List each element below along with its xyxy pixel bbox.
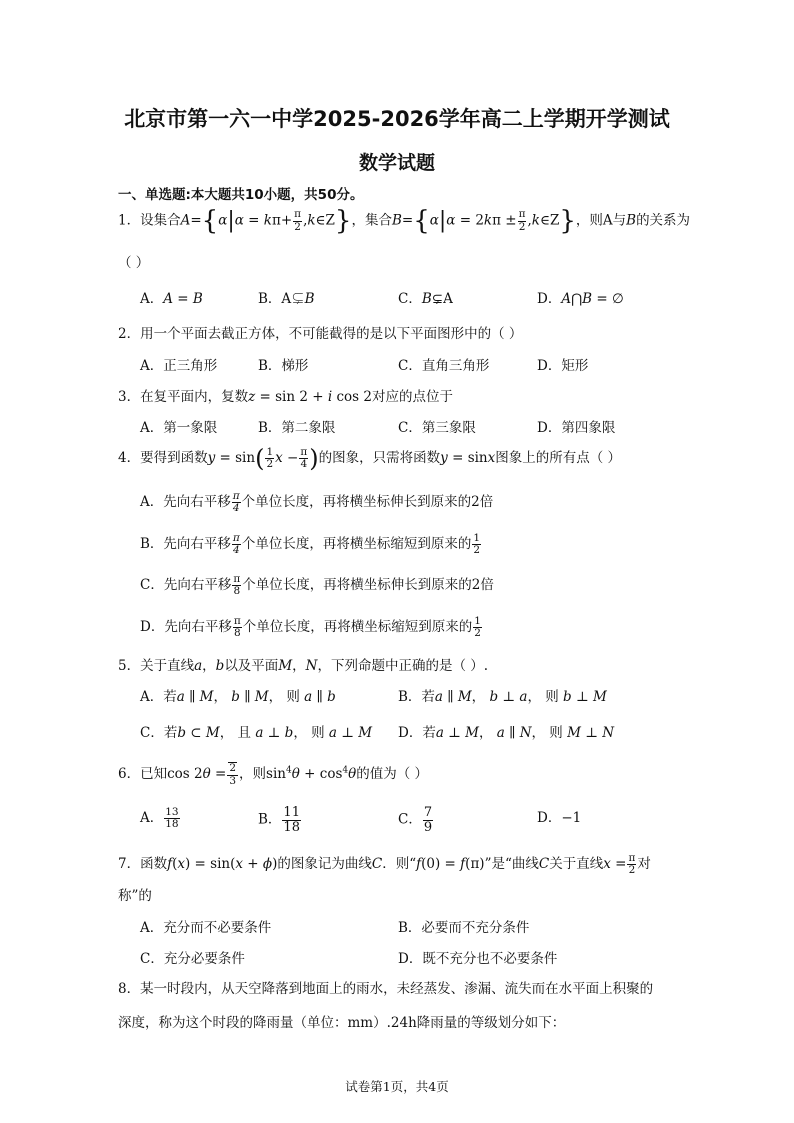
q6-option-d: D．−1 [537,810,582,826]
q3-option-a: A．第一象限 [140,420,218,436]
question-5: 5．关于直线a，b以及平面M，N，下列命题中正确的是（ ）. [118,658,489,674]
q1-option-a: A．A = B [140,291,203,307]
q3-option-d: D．第四象限 [537,420,616,436]
q3-option-c: C．第三象限 [398,420,476,436]
q2-option-c: C．直角三角形 [398,358,490,374]
q5-option-a: A．若a ∥ M， b ∥ M， 则 a ∥ b [140,689,336,705]
q1-text: 1．设集合 [118,212,181,229]
q6-option-a: A． $\frac{13}{18}$ [140,805,179,830]
q2-option-a: A．正三角形 [140,358,218,374]
q1-option-d: D．A⋂B = ∅ [537,291,624,307]
question-3: 3．在复平面内，复数z = sin 2 + i cos 2对应的点位于 [118,389,453,405]
q7-option-a: A．充分而不必要条件 [140,920,272,936]
q1-option-c: C．B⊊A [398,291,453,307]
exam-title: 北京市第一六一中学2025-2026学年高二上学期开学测试 [124,107,670,131]
q2-option-b: B．梯形 [258,358,309,374]
q2-option-d: D．矩形 [537,358,589,374]
question-2: 2．用一个平面去截正方体，不可能截得的是以下平面图形中的（ ） [118,326,523,342]
q4-option-b: B．先向右平移 $\frac{\pi}{4}$ 个单位长度，再将横坐标缩短到原来的 $\frac{1}{2}$ [140,531,481,556]
q1-option-b: B．A⊊B [258,291,315,307]
q6-option-b: B． $\frac{11}{18}$ [258,805,300,835]
question-8: 8．某一时段内，从天空降落到地面上的雨水，未经蒸发、渗漏、流失而在水平面上积聚的 [118,981,654,997]
q7-option-d: D．既不充分也不必要条件 [398,951,558,967]
exam-subtitle: 数学试题 [358,152,435,174]
page-footer: 试卷第1页，共4页 [345,1079,449,1094]
q4-option-a: A．先向右平移 $\frac{\pi}{4}$ 个单位长度，再将横坐标伸长到原来的2倍 [140,489,494,514]
q7-continuation: 称”的 [118,888,152,904]
q7-option-c: C．充分必要条件 [140,951,245,967]
q7-option-b: B．必要而不充分条件 [398,920,530,936]
section-heading: 一、单选题:本大题共10小题，共50分。 [118,187,364,203]
q8-continuation: 深度，称为这个时段的降雨量（单位：mm）.24h降雨量的等级划分如下： [118,1015,566,1031]
question-7: 7．函数f(x) = sin(x + ϕ)的图象记为曲线C．则“f(0) = f(π)”是“曲线C关于直线x = $\frac{\pi}{2}$ 对 [118,851,651,876]
q1-paren: （ ） [118,255,150,271]
q5-option-c: C．若b ⊂ M， 且 a ⊥ b， 则 a ⊥ M [140,725,373,741]
q3-option-b: B．第二象限 [258,420,336,436]
question-1: 1．设集合A={α|α = kπ+ $\frac{\pi}{2}$ ,k∈Z}，集合B={α|α = 2kπ ± $\frac{\pi}{2}$ ,k∈Z}，则A与B的关系为 [118,206,691,236]
q1-text-tail2: 的关系为 [636,212,691,229]
q5-option-b: B．若a ∥ M， b ⊥ a， 则 b ⊥ M [398,689,607,705]
q6-option-c: C． $\frac{7}{9}$ [398,805,433,835]
question-6: 6．已知cos 2θ = $\frac{2}{3}$ ，则$\sin^4\theta + \cos^4\theta$的值为（ ） [118,762,429,787]
q4-option-c: C．先向右平移 $\frac{\pi}{8}$ 个单位长度，再将横坐标伸长到原来的2倍 [140,572,494,597]
q4-option-d: D．先向右平移 $\frac{\pi}{8}$ 个单位长度，再将横坐标缩短到原来的 $\frac{1}{2}$ [140,614,481,639]
q1-text-tail: ，则A与 [575,212,627,229]
question-4: 4．要得到函数y = sin( $\frac{1}{2}$ x − $\frac{\pi}{4}$ )的图象，只需将函数y = sinx图象上的所有点（ ） [118,444,622,473]
q5-option-d: D．若a ⊥ M， a ∥ N， 则 M ⊥ N [398,725,615,741]
q1-text-mid: ，集合 [351,212,392,229]
